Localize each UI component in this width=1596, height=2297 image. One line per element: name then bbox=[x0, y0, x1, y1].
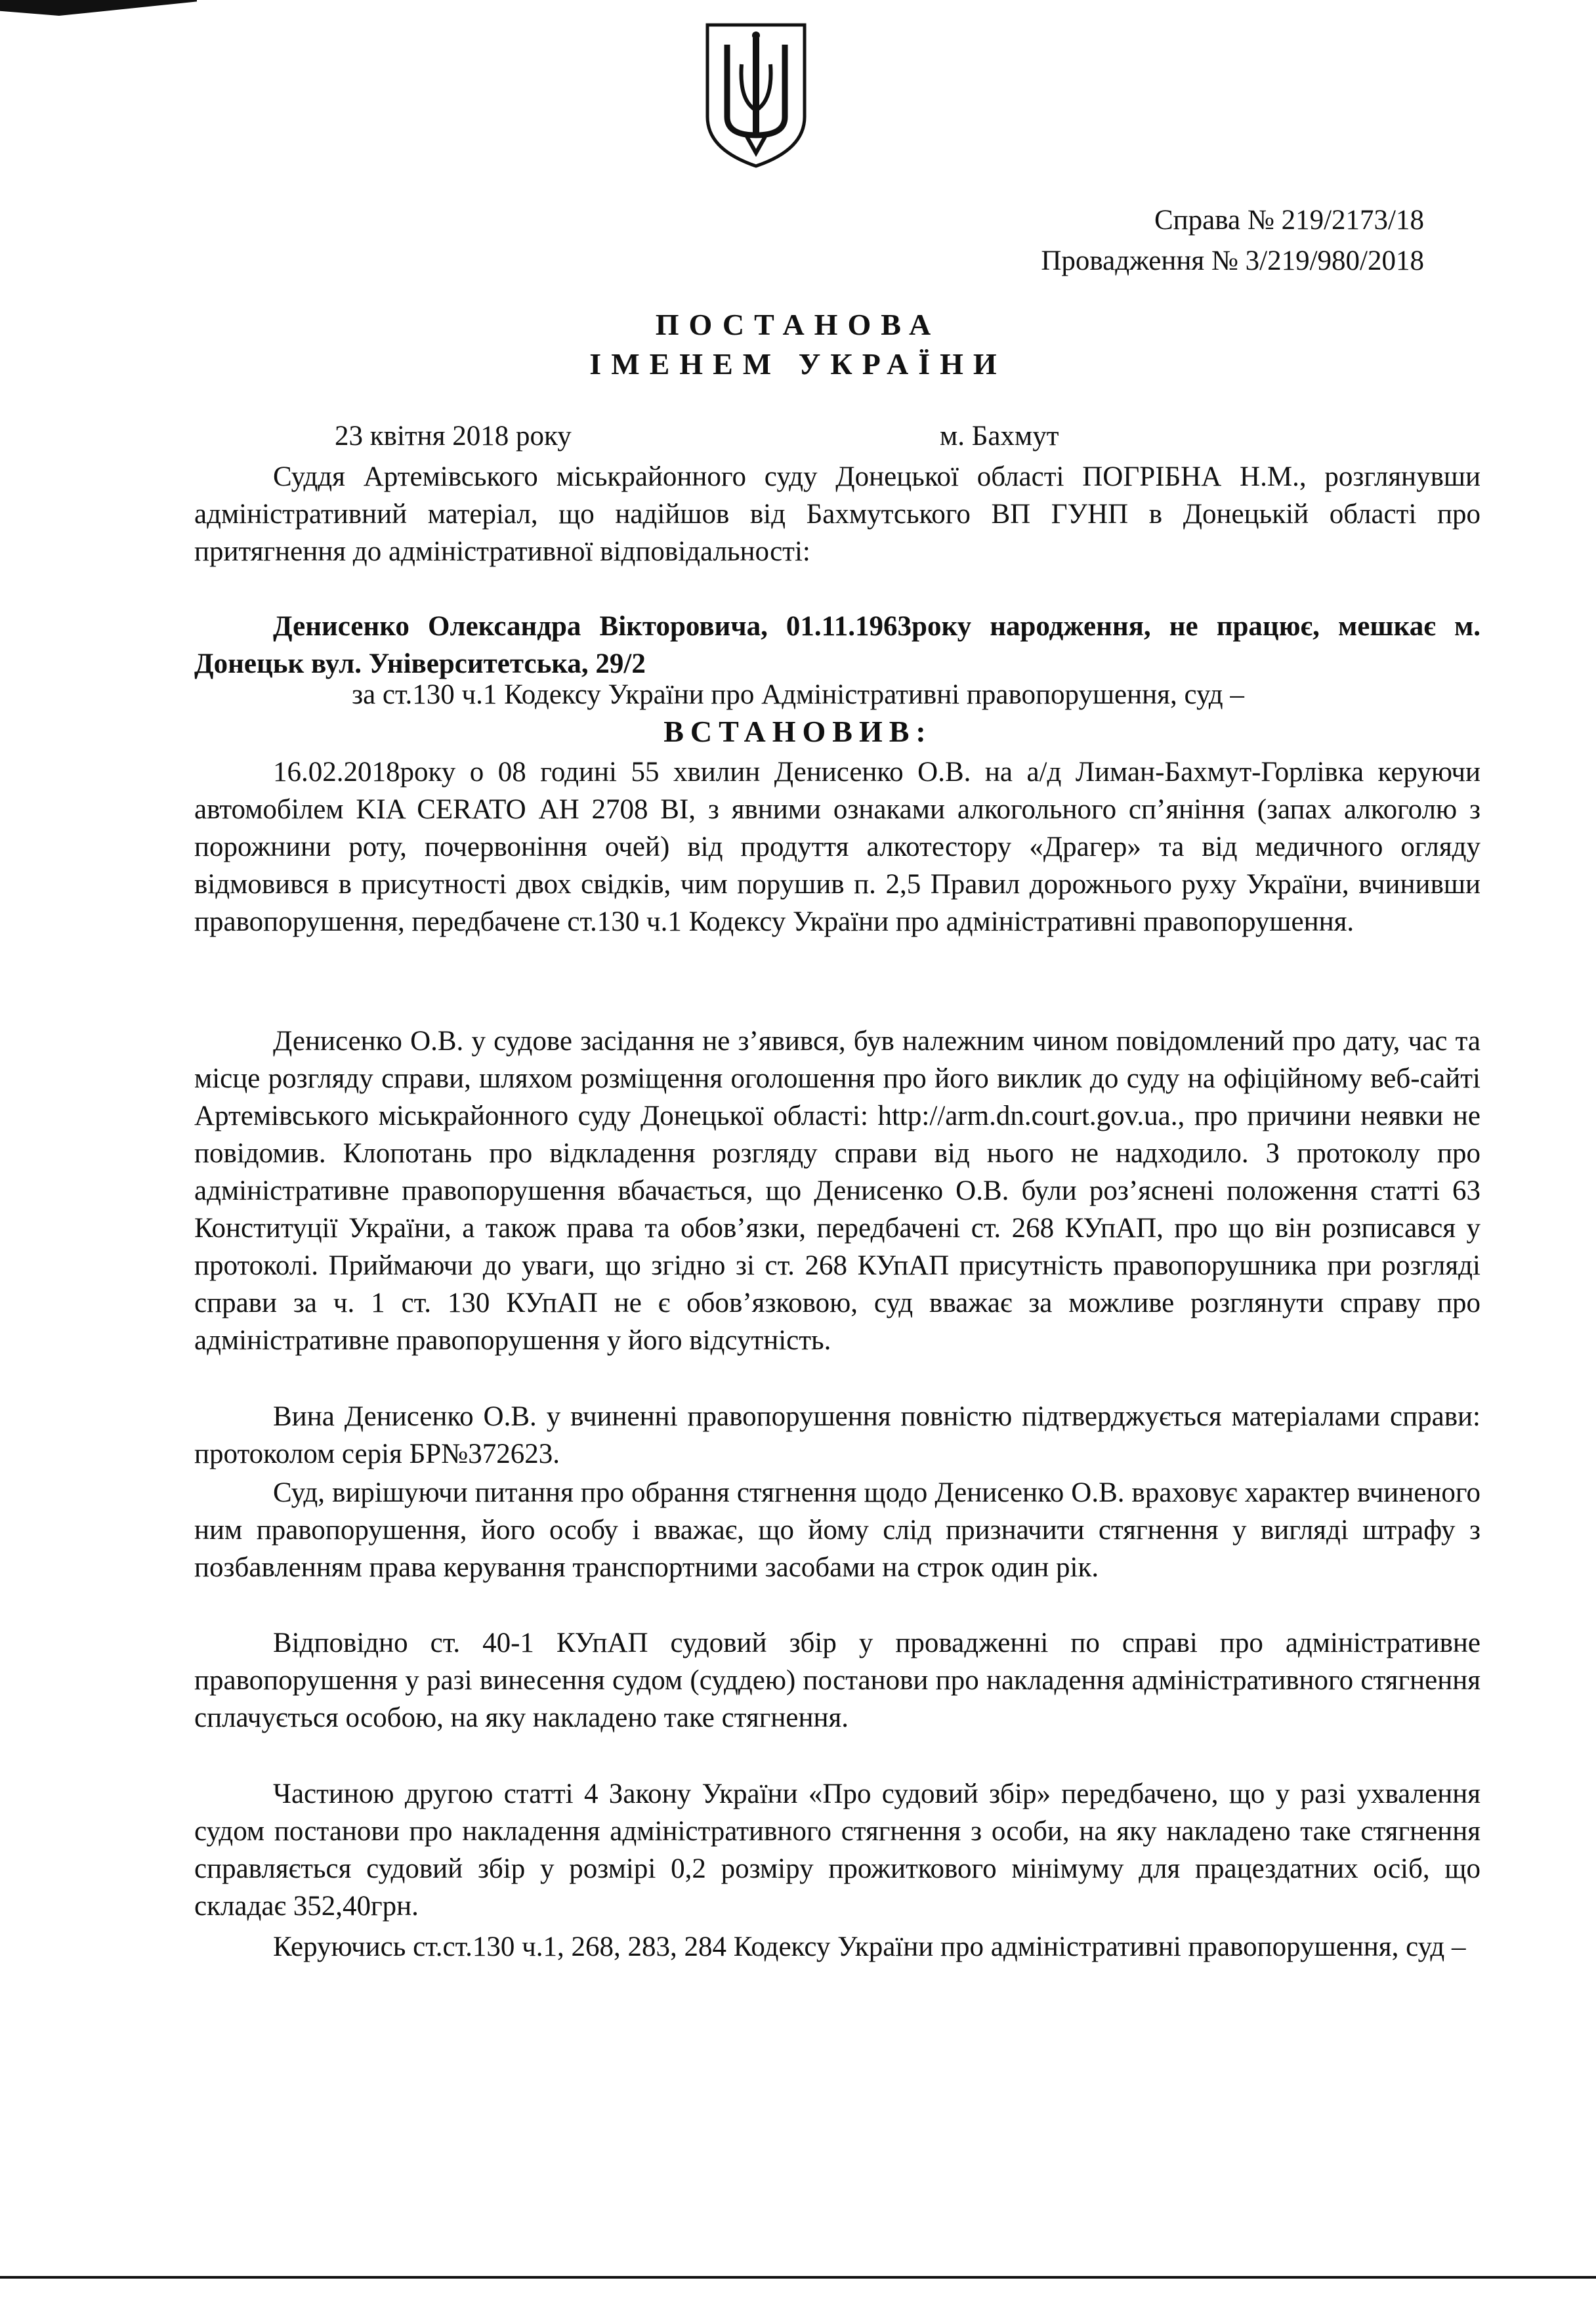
absence-paragraph: Денисенко О.В. у судове засідання не з’явився, був належним чином повідомлений про дату, час та місце розгляду справи, шляхом розміщення оголошення про його виклик до суду на офіційному веб-сайті Артемівського міськрайонного суду Донецької області: http://arm.dn.court.gov.ua., про причини неявки не повідомив. Клопотань про відкладення розгляду справи від нього не надходило. З протоколу про адміністративне правопорушення вбачається, що Денисенко О.В. були роз’яснені положення статті 63 Конституції України, а також права та обов’язки, передбачені ст. 268 КУпАП, про що він розписався у протоколі. Приймаючи до уваги, що згідно зі ст. 268 КУпАП присутність правопорушника при розгляді справи за ч. 1 ст. 130 КУпАП не є обов’язковою, суд вважає за можливе розглянути справу про адміністративне правопорушення у його відсутність. bbox=[194, 1026, 1480, 1356]
article-line: за ст.130 ч.1 Кодексу України про Адміністративні правопорушення, суд – bbox=[352, 679, 1244, 710]
penalty-paragraph: Суд, вирішуючи питання про обрання стягнення щодо Денисенко О.В. враховує характер вчиненого ним правопорушення, його особу і вважає, що йому слід призначити стягнення у вигляді штрафу з позбавленням права керування транспортними засобами на строк один рік. bbox=[194, 1477, 1480, 1583]
document-title: ПОСТАНОВА bbox=[655, 308, 941, 341]
proceeding-number: Провадження № 3/219/980/2018 bbox=[1041, 245, 1424, 276]
facts-paragraph: 16.02.2018року о 08 годині 55 хвилин Денисенко О.В. на а/д Лиман-Бахмут-Горлівка керуючи автомобілем KIA CERATO АН 2708 ВІ, з явними ознаками алкогольного сп’яніння (запах алкоголю з порожнини роту, почервоніння очей) від продуття алкотестору «Драгер» та від медичного огляду відмовився в присутності двох свідків, чим порушив п. 2,5 Правил дорожнього руху України, вчинивши правопорушення, передбачене ст.130 ч.1 Кодексу України про адміністративні правопорушення. bbox=[194, 757, 1480, 937]
fee-law-paragraph: Частиною другою статті 4 Закону України «Про судовий збір» передбачено, що у разі ухвалення судом постанови про накладення адміністративного стягнення з особи, на яку накладено таке стягнення справляється судовий збір у розмірі 0,2 розміру прожиткового мінімуму для працездатних осіб, що складає 352,40грн. bbox=[194, 1779, 1480, 1922]
case-info bbox=[965, 200, 1424, 282]
established-heading: ВСТАНОВИВ: bbox=[663, 715, 933, 748]
document-date: 23 квітня 2018 року bbox=[335, 421, 572, 452]
defendant-paragraph: Денисенко Олександра Вікторовича, 01.11.1963року народження, не працює, мешкає м. Донецьк вул. Університетська, 29/2 bbox=[194, 611, 1480, 679]
court-fee-paragraph: Відповідно ст. 40-1 КУпАП судовий збір у провадженні по справі про адміністративне правопорушення у разі винесення судом (суддею) постанови про накладення адміністративного стягнення сплачується особою, на яку накладено таке стягнення. bbox=[194, 1628, 1480, 1733]
document-subtitle: ІМЕНЕМ УКРАЇНИ bbox=[589, 347, 1007, 381]
trident-emblem-icon bbox=[701, 18, 811, 169]
scan-bottom-edge bbox=[0, 2276, 1596, 2279]
guided-by-paragraph: Керуючись ст.ст.130 ч.1, 268, 283, 284 Кодексу України про адміністративні правопорушення, суд – bbox=[273, 1931, 1466, 1962]
scan-corner-mark bbox=[0, 0, 197, 16]
case-number: Справа № 219/2173/18 bbox=[1154, 205, 1424, 236]
guilt-paragraph: Вина Денисенко О.В. у вчиненні правопорушення повністю підтверджується матеріалами справи: протоколом серія БР№372623. bbox=[194, 1401, 1480, 1469]
document-city: м. Бахмут bbox=[940, 421, 1059, 452]
intro-paragraph: Суддя Артемівського міськрайонного суду Донецької області ПОГРІБНА Н.М., розглянувши адміністративний матеріал, що надійшов від Бахмутського ВП ГУНП в Донецькій області про притягнення до адміністративної відповідальності: bbox=[194, 461, 1480, 567]
